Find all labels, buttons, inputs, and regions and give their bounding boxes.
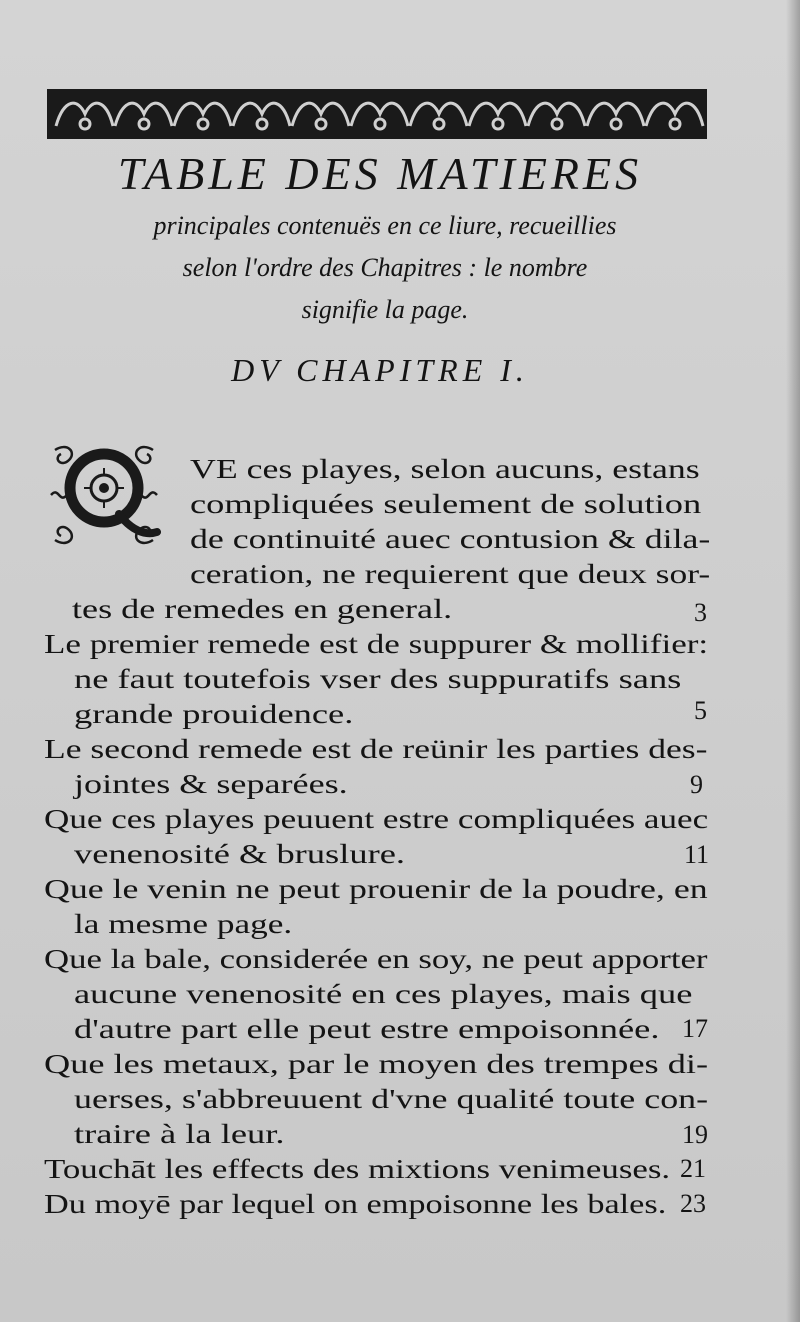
toc-line: uerses, s'abbreuuent d'vne qualité toute con- [74,1084,709,1114]
toc-line: ne faut toutefois vser des suppuratifs sans [74,664,682,694]
toc-line: VE ces playes, selon aucuns, estans [190,454,700,484]
toc-line: Que ces playes peuuent estre compliquées auec [44,804,709,834]
toc-page-number: 5 [694,696,707,725]
subtitle-line: signifie la page. [301,295,469,324]
toc-line: grande prouidence. [74,699,354,729]
toc-page-number: 9 [690,770,703,799]
toc-page-number: 3 [694,598,707,627]
toc-line: venenosité & bruslure. [74,839,406,869]
toc-line: tes de remedes en general. [72,594,453,624]
toc-line: d'autre part elle peut estre empoisonnée. [74,1014,660,1044]
toc-page-number: 19 [682,1120,708,1149]
toc-page-number: 23 [680,1189,706,1218]
toc-line: ceration, ne requierent que deux sor- [190,559,711,589]
toc-line: Le second remede est de reünir les parties des- [44,734,708,764]
toc-line: compliquées seulement de solution [190,489,702,519]
page-edge-shadow [786,0,800,1322]
toc-line: la mesme page. [74,909,293,939]
toc-page-number: 17 [682,1014,708,1043]
toc-line: Que le venin ne peut prouenir de la poudre, en [44,874,708,904]
chapter-heading: DV CHAPITRE I. [231,352,529,388]
toc-line: de continuité auec contusion & dila- [190,524,711,554]
toc-line: Le premier remede est de suppurer & mollifier: [44,629,709,659]
page-title: TABLE DES MATIERES [117,148,643,199]
toc-line: jointes & separées. [74,769,348,799]
toc-line: Que les metaux, par le moyen des trempes di- [44,1049,709,1079]
toc-line: traire à la leur. [74,1119,285,1149]
subtitle-line: selon l'ordre des Chapitres : le nombre [182,253,588,282]
toc-line: Du moyē par lequel on empoisonne les bales. [44,1189,667,1219]
page-subtitle [70,205,700,331]
toc-page-number: 21 [680,1154,706,1183]
toc-line: Touchāt les effects des mixtions venimeuses. [44,1154,671,1184]
toc-line: Que la bale, considerée en soy, ne peut apporter [44,944,708,974]
subtitle-line: principales contenuës en ce liure, recueillies [153,211,617,240]
toc-line: aucune venenosité en ces playes, mais que [74,979,693,1009]
toc-page-number: 11 [684,840,710,869]
ornamental-headpiece [46,88,708,140]
ornamental-drop-cap [47,438,161,552]
